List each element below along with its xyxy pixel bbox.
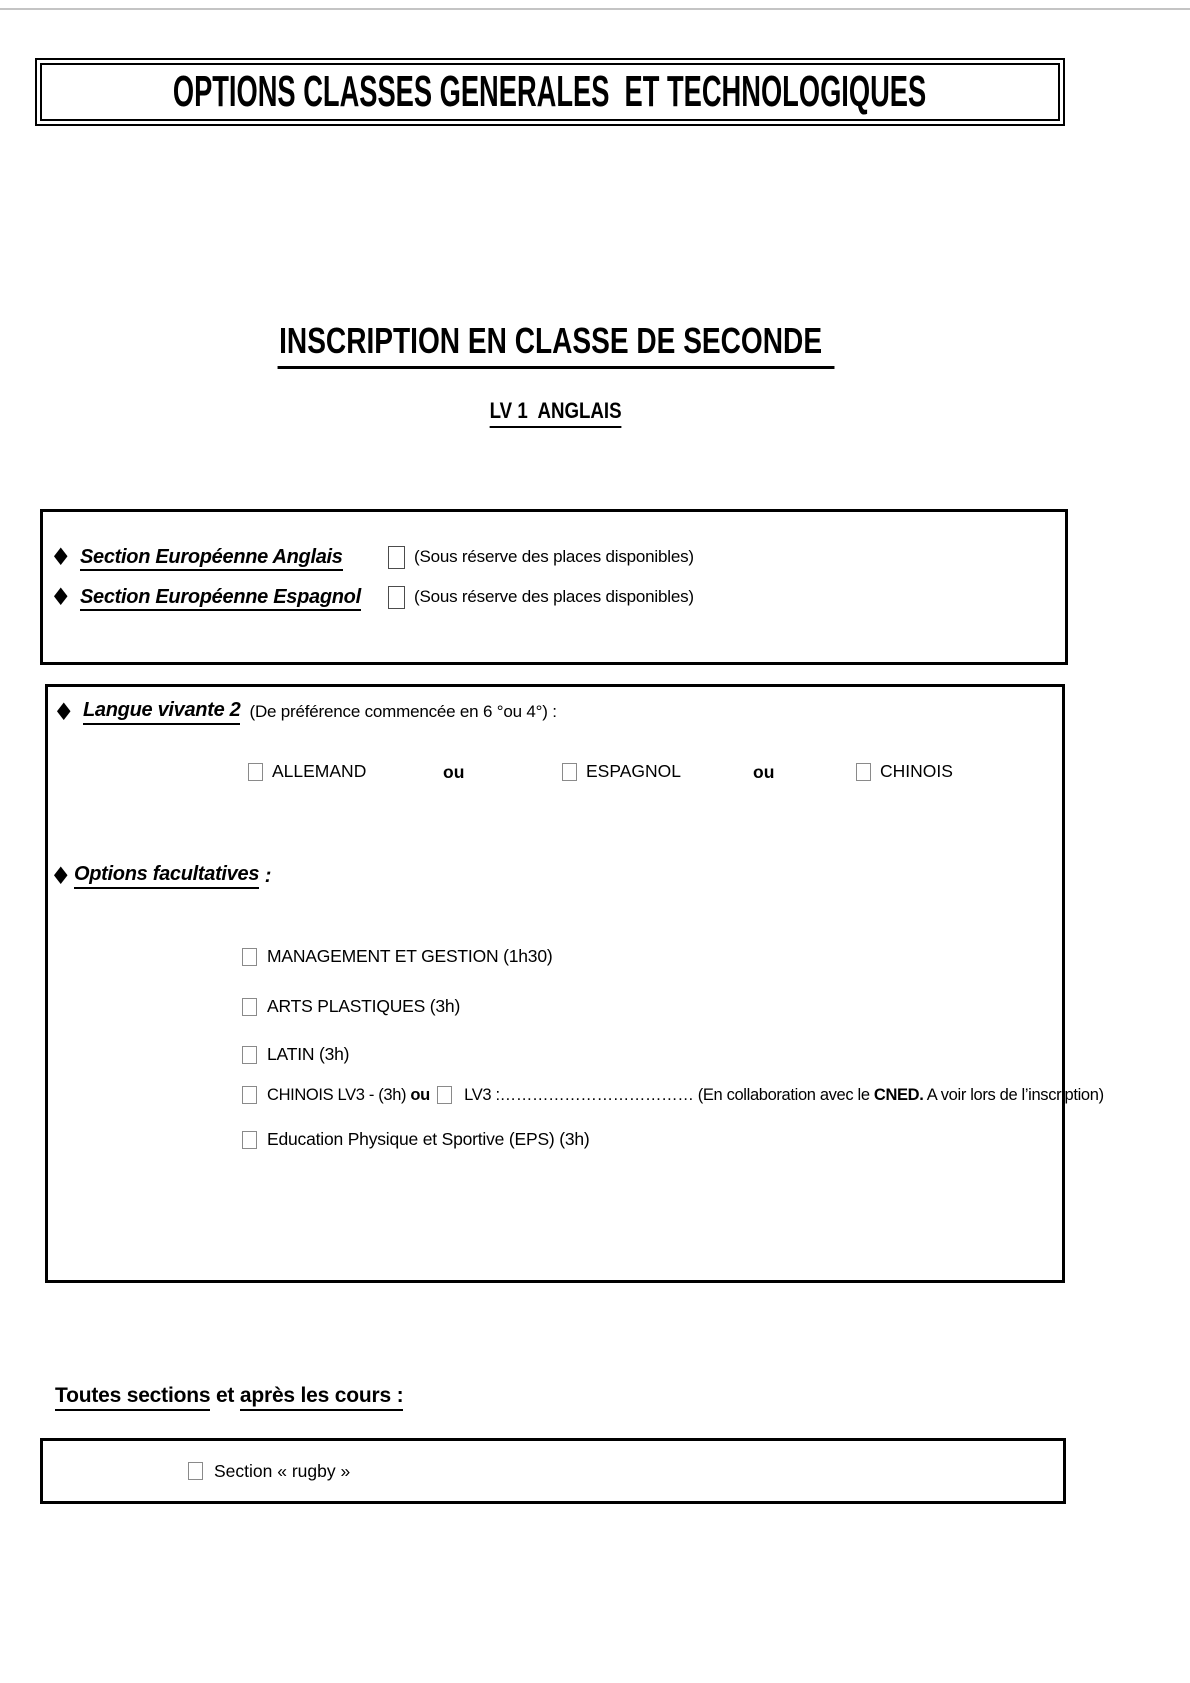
latin-label: LATIN (3h): [267, 1044, 350, 1064]
checkbox-arts-plastiques[interactable]: [242, 998, 257, 1016]
option-row-management: [242, 946, 552, 967]
lv2-note: (De préférence commencée en 6 °ou 4°) :: [249, 702, 557, 721]
espagnol-label: ESPAGNOL: [586, 761, 681, 781]
rugby-label: Section « rugby »: [214, 1460, 351, 1481]
footer-heading: [55, 1384, 403, 1408]
options-box: [45, 684, 1104, 1283]
chinois-lv3-label: CHINOIS LV3 - (3h): [267, 1086, 411, 1104]
lang-item-espagnol: [562, 761, 681, 782]
checkbox-rugby[interactable]: [188, 1462, 203, 1480]
lang-item-chinois: [856, 761, 953, 782]
main-title-row: [0, 320, 1112, 369]
euro-anglais-label: Section Européenne Anglais: [80, 546, 343, 571]
lang-item-allemand: [248, 761, 366, 782]
checkbox-management[interactable]: [242, 948, 257, 966]
checkbox-eps[interactable]: [242, 1131, 257, 1149]
diamond-bullet-icon: ♦: [53, 698, 75, 726]
lv2-language-row: [48, 761, 1062, 787]
checkbox-section-euro-espagnol[interactable]: [388, 586, 405, 609]
or-word: ou: [410, 1086, 430, 1104]
euro-section-row-anglais: [50, 537, 1065, 577]
or-word: ou: [753, 762, 775, 782]
facultatives-label: Options facultatives: [74, 863, 259, 889]
euro-sections-box: [40, 509, 1068, 665]
facultatives-colon: :: [259, 864, 272, 887]
allemand-label: ALLEMAND: [272, 761, 367, 781]
euro-espagnol-label: Section Européenne Espagnol: [80, 586, 361, 611]
banner-inner-border: [40, 63, 1060, 121]
checkbox-allemand[interactable]: [248, 763, 263, 781]
footer-heading-apres-les-cours: après les cours :: [240, 1384, 404, 1411]
checkbox-chinois-lv3[interactable]: [242, 1086, 257, 1104]
arts-plastiques-label: ARTS PLASTIQUES (3h): [267, 996, 461, 1016]
cned-note-suffix: A voir lors de l’inscription): [923, 1086, 1104, 1104]
option-row-latin: [242, 1044, 349, 1065]
footer-heading-toutes-sections: Toutes sections: [55, 1384, 210, 1411]
management-label: MANAGEMENT ET GESTION (1h30): [267, 946, 553, 966]
euro-espagnol-note: (Sous réserve des places disponibles): [414, 587, 694, 606]
checkbox-espagnol[interactable]: [562, 763, 577, 781]
euro-section-row-espagnol: [50, 577, 1065, 617]
subtitle-row: [0, 398, 1112, 428]
euro-label-cell: [80, 586, 388, 609]
option-row-arts-plastiques: [242, 996, 460, 1017]
chinois-label: CHINOIS: [880, 761, 953, 781]
euro-anglais-note: (Sous réserve des places disponibles): [414, 547, 694, 566]
banner-box: [35, 58, 1065, 126]
option-row-chinois-lv3: [242, 1086, 1104, 1105]
page-top-rule: [0, 8, 1190, 10]
option-row-eps: [242, 1129, 590, 1150]
facultatives-heading: [50, 863, 271, 889]
cned-note-prefix: (En collaboration avec le: [697, 1086, 874, 1104]
footer-heading-et: et: [210, 1384, 240, 1407]
lv3-dotted-label: LV3 :………………………………: [459, 1086, 698, 1104]
diamond-bullet-icon: ♦: [50, 543, 72, 571]
lv2-heading: [53, 699, 557, 725]
checkbox-latin[interactable]: [242, 1046, 257, 1064]
cned-label: CNED.: [873, 1086, 924, 1104]
diamond-bullet-icon: ♦: [50, 583, 72, 611]
subtitle: LV 1 ANGLAIS: [490, 398, 622, 428]
lv2-label: Langue vivante 2: [83, 699, 240, 725]
banner-title: OPTIONS CLASSES GENERALES ET TECHNOLOGIQUES: [173, 67, 927, 116]
main-title: INSCRIPTION EN CLASSE DE SECONDE: [278, 320, 835, 369]
checkbox-lv3-autre[interactable]: [437, 1086, 452, 1104]
checkbox-chinois[interactable]: [856, 763, 871, 781]
euro-label-cell: [80, 546, 388, 569]
checkbox-section-euro-anglais[interactable]: [388, 546, 405, 569]
or-word: ou: [443, 762, 465, 782]
diamond-bullet-icon: ♦: [50, 862, 72, 890]
eps-label: Education Physique et Sportive (EPS) (3h): [267, 1129, 590, 1149]
rugby-box: [40, 1438, 1066, 1504]
